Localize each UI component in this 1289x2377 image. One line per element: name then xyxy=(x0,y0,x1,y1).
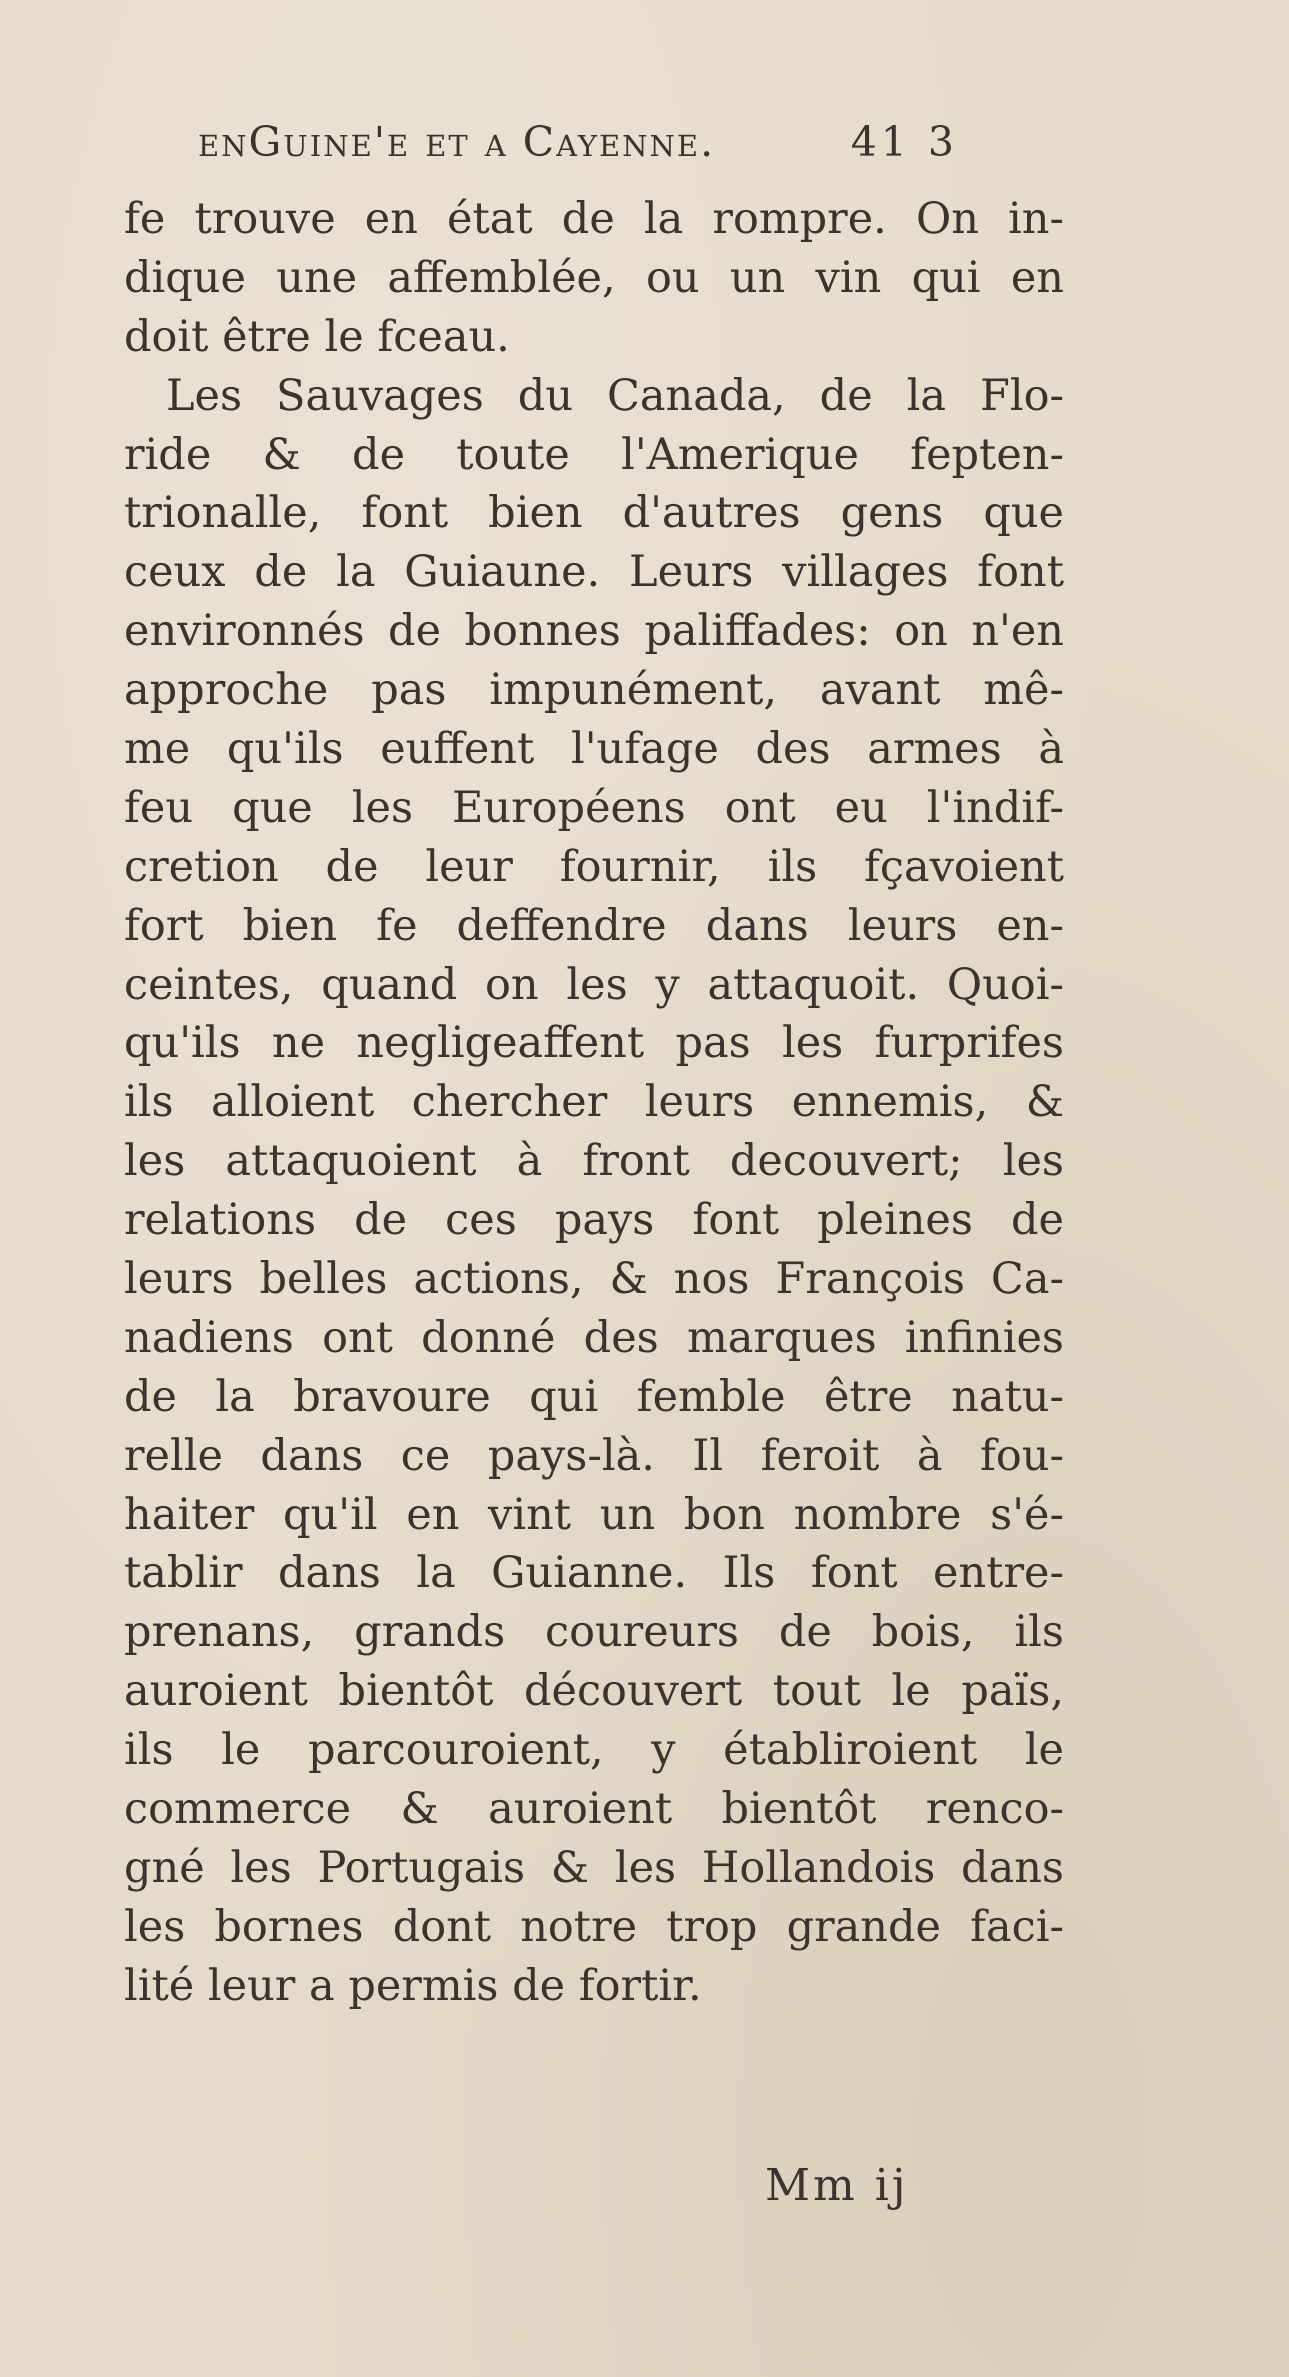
text-line: leurs belles actions, & nos François Ca- xyxy=(124,1254,1064,1305)
signature-mark: Mm ij xyxy=(765,2160,909,2211)
paragraph-start-line: Les Sauvages du Canada, de la Flo- xyxy=(166,370,1064,421)
text-line: ils le parcouroient, y établiroient le xyxy=(124,1725,1064,1776)
page-header xyxy=(198,118,958,178)
text-line: nadiens ont donné des marques infinies xyxy=(124,1312,1064,1363)
text-line: qu'ils ne negligeaffent pas les furprifes xyxy=(124,1018,1064,1069)
text-line: prenans, grands coureurs de bois, ils xyxy=(124,1607,1064,1658)
text-line: gné les Portugais & les Hollandois dans xyxy=(124,1842,1064,1893)
text-line: relations de ces pays font pleines de xyxy=(124,1195,1064,1246)
text-line: ils alloient chercher leurs ennemis, & xyxy=(124,1077,1064,1128)
text-line: commerce & auroient bientôt renco- xyxy=(124,1784,1064,1835)
text-line: relle dans ce pays-là. Il feroit à fou- xyxy=(124,1430,1064,1481)
text-line: de la bravoure qui femble être natu- xyxy=(124,1371,1064,1422)
running-head: enGuine'e et a Cayenne. xyxy=(198,118,716,166)
text-line: fe trouve en état de la rompre. On in- xyxy=(124,194,1064,244)
text-line: ceintes, quand on les y attaquoit. Quoi- xyxy=(124,959,1064,1010)
text-line: trionalle, font bien d'autres gens que xyxy=(124,488,1064,539)
text-line: auroient bientôt découvert tout le païs, xyxy=(124,1666,1064,1717)
text-line: lité leur a permis de fortir. xyxy=(124,1960,702,2011)
text-line: haiter qu'il en vint un bon nombre s'é- xyxy=(124,1489,1064,1540)
text-line: fort bien fe deffendre dans leurs en- xyxy=(124,900,1064,951)
text-line: doit être le fceau. xyxy=(124,311,510,362)
text-line: dique une affemblée, ou un vin qui en xyxy=(124,252,1064,303)
text-line: environnés de bonnes paliffades: on n'en xyxy=(124,606,1064,657)
text-line: ride & de toute l'Amerique fepten- xyxy=(124,429,1064,480)
text-line: ceux de la Guiaune. Leurs villages font xyxy=(124,547,1064,598)
text-line: les attaquoient à front decouvert; les xyxy=(124,1136,1064,1187)
text-line: les bornes dont notre trop grande faci- xyxy=(124,1901,1064,1952)
text-line: approche pas impunément, avant mê- xyxy=(124,665,1064,716)
page-number: 41 3 xyxy=(850,118,958,166)
body-text xyxy=(124,190,1064,2016)
text-line: feu que les Européens ont eu l'indif- xyxy=(124,782,1064,833)
text-line: tablir dans la Guianne. Ils font entre- xyxy=(124,1548,1064,1599)
text-line: cretion de leur fournir, ils fçavoient xyxy=(124,841,1064,892)
text-line: me qu'ils euffent l'ufage des armes à xyxy=(124,724,1064,775)
